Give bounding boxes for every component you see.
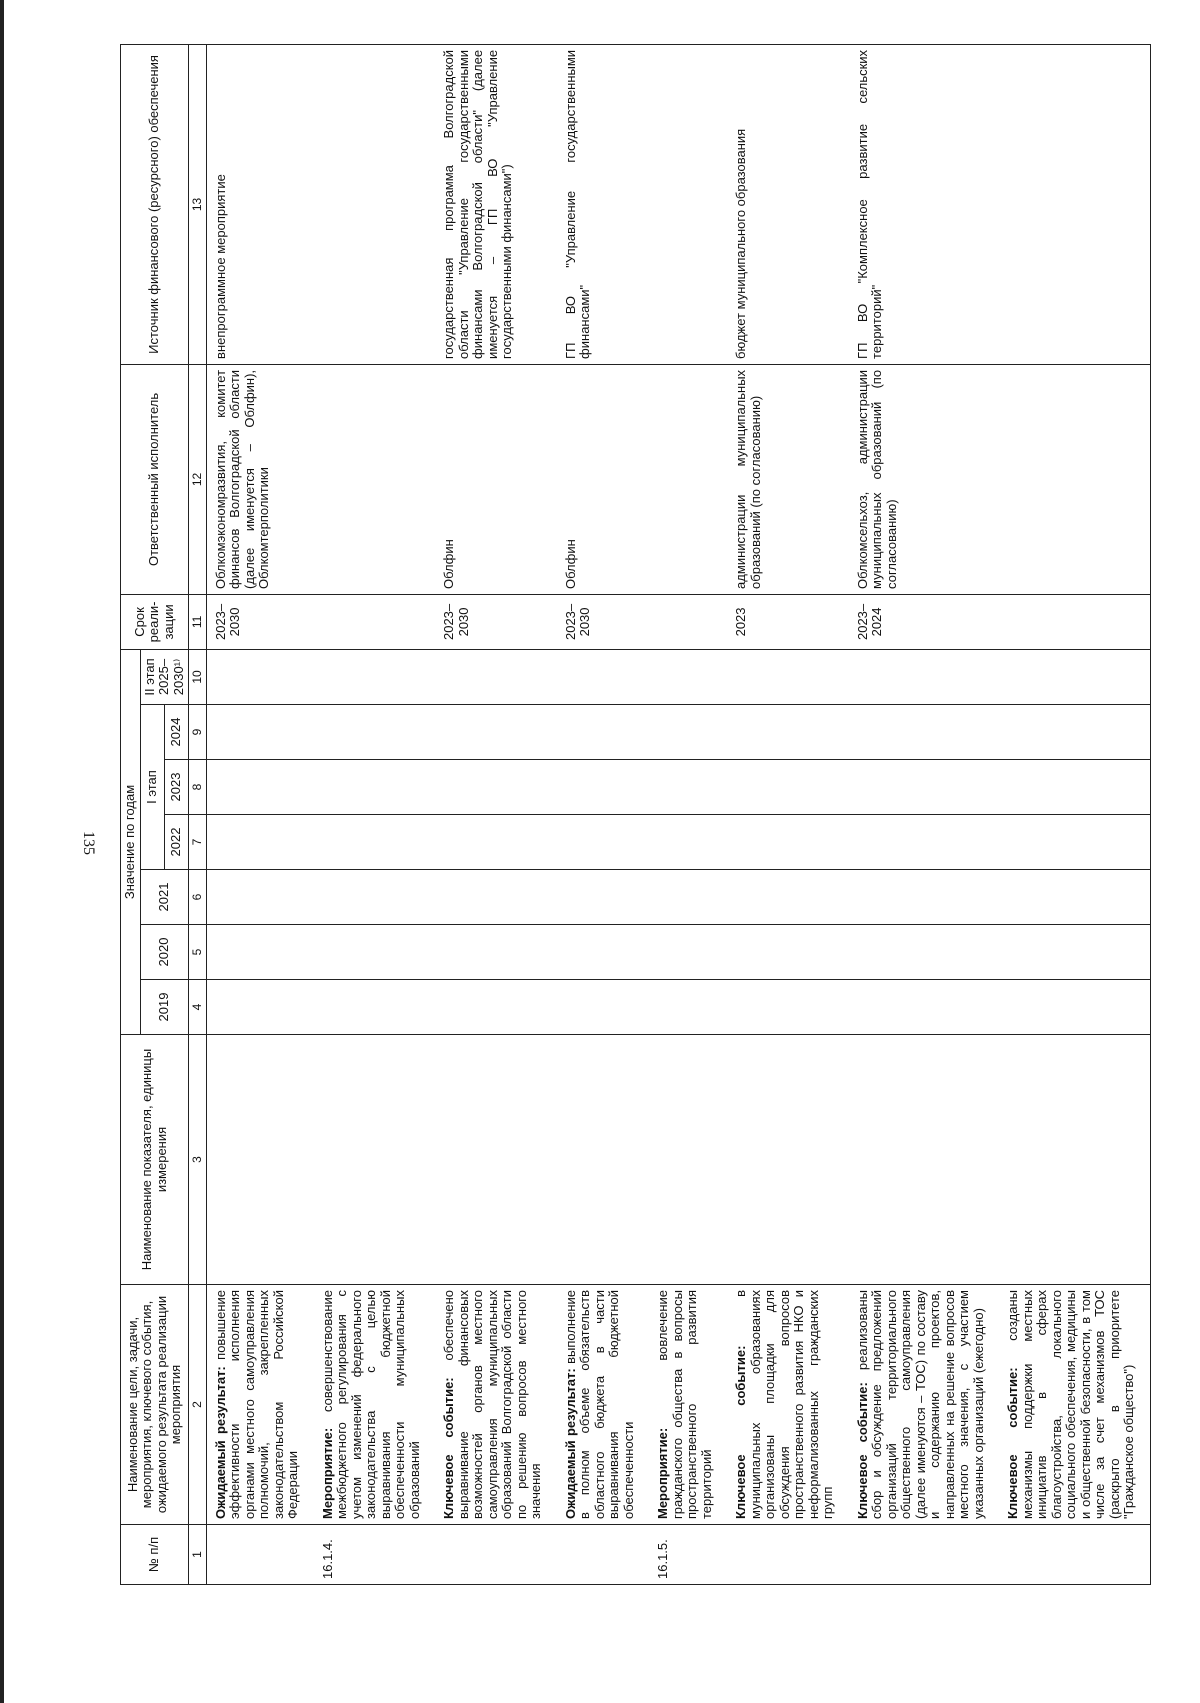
row-value-2023 [435,760,557,815]
column-number: 7 [189,815,207,870]
row-term [314,594,436,649]
row-value-2020 [557,925,650,980]
row-name [727,1285,849,1525]
row-value-2024 [206,705,314,760]
row-value-2019 [206,980,314,1035]
row-value-2021 [649,870,727,925]
row-value-2022 [557,815,650,870]
row-value-2019 [849,980,1000,1035]
row-value-2023 [649,760,727,815]
row-name [649,1285,727,1525]
row-value-2022 [314,815,436,870]
header-2021: 2021 [140,870,189,925]
row-executor: Облфин [435,364,557,594]
row-value-2019 [314,980,436,1035]
row-value-stage-2 [999,649,1150,704]
column-number: 1 [189,1525,207,1585]
row-value-stage-2 [849,649,1000,704]
page-edge [0,0,4,1703]
row-indicator [727,1035,849,1285]
row-value-2021 [849,870,1000,925]
header-2019: 2019 [140,980,189,1035]
row-source [999,44,1150,364]
row-text: повышение эффективности исполнения органами местного самоуправления полномочий, закрепленных законодательством Российской Федерации [212,1289,300,1519]
row-value-stage-2 [727,649,849,704]
row-value-2024 [649,705,727,760]
row-term: 2023–2030 [206,594,314,649]
row-value-2022 [649,815,727,870]
row-text: обеспечено выравнивание финансовых возможностей органов местного самоуправления муниципальных образований Волгоградской области по решению вопросов местного значения [441,1290,543,1519]
row-value-2021 [206,870,314,925]
header-stage-1: I этап [140,705,164,870]
table-row [557,44,650,1584]
header-values-by-year: Значение по годам [121,649,141,1034]
column-number: 8 [189,760,207,815]
row-text: выполнение в полном объеме обязательств областного бюджета в части выравнивания бюджетной обеспеченности [562,1290,636,1519]
row-indicator [649,1035,727,1285]
row-value-2021 [435,870,557,925]
column-number: 12 [189,364,207,594]
row-name [314,1285,436,1525]
row-label: Ключевое событие: [733,1345,748,1519]
row-indicator [849,1035,1000,1285]
row-term: 2023–2030 [435,594,557,649]
row-term [999,594,1150,649]
row-source [314,44,436,364]
row-number [999,1525,1150,1585]
row-term [649,594,727,649]
row-value-2021 [557,870,650,925]
row-value-2020 [849,925,1000,980]
row-number: 16.1.5. [649,1525,727,1585]
row-value-2024 [999,705,1150,760]
table-row [999,44,1150,1584]
column-number: 5 [189,925,207,980]
column-number: 9 [189,705,207,760]
row-value-2022 [849,815,1000,870]
table-row [649,44,727,1584]
row-label: Ключевое событие: [1005,1367,1020,1519]
row-value-2019 [999,980,1150,1035]
header-2023: 2023 [164,760,188,815]
table-row [849,44,1000,1584]
rotated-table-sheet [120,50,1193,1585]
page-number: 135 [80,831,97,855]
row-value-2019 [435,980,557,1035]
header-2024: 2024 [164,705,188,760]
row-text: в муниципальных образованиях организованы площадки для обсуждения вопросов пространственного развития НКО и неформализованных гражданских групп [733,1290,835,1519]
row-executor: Облкомэкономразвития, комитет финансов Волгоградской области (далее именуется – Облфин), Облкомтерполитики [206,364,314,594]
row-executor [649,364,727,594]
row-source: ГП ВО "Управление государственными финансами" [557,44,650,364]
table-row [206,44,314,1584]
column-number: 10 [189,649,207,704]
row-value-2022 [435,815,557,870]
row-name [206,1285,314,1525]
row-executor [999,364,1150,594]
row-value-2021 [999,870,1150,925]
row-value-2020 [314,925,436,980]
program-table [120,44,1151,1585]
row-value-2023 [849,760,1000,815]
row-term: 2023–2024 [849,594,1000,649]
row-indicator [999,1035,1150,1285]
header-2022: 2022 [164,815,188,870]
row-text: созданы механизмы поддержки местных инициатив в сферах благоустройства, локального социального обеспечения, медицины и общественной безопасности, в том числе за счет механизмов ТОС (раскрыто в приоритете "Гражданское общество") [1005,1289,1136,1519]
column-number: 11 [189,594,207,649]
row-source [649,44,727,364]
row-number [727,1525,849,1585]
row-text: совершенствование межбюджетного регулирования с учетом изменений федерального законодательства с целью выравнивания бюджетной обеспеченности муниципальных образований [319,1290,422,1519]
row-value-2019 [557,980,650,1035]
row-label: Ключевое событие: [854,1382,870,1519]
row-value-2022 [206,815,314,870]
row-name [999,1285,1150,1525]
row-label: Ожидаемый результат: [562,1368,578,1519]
row-value-stage-2 [314,649,436,704]
header-source: Источник финансового (ресурсного) обеспечения [121,44,189,364]
row-name [849,1285,1000,1525]
row-value-2021 [314,870,436,925]
row-source: внепрограммное мероприятие [206,44,314,364]
row-indicator [314,1035,436,1285]
row-source: ГП ВО "Комплексное развитие сельских территорий" [849,44,1000,364]
column-number: 2 [189,1285,207,1525]
table-row [727,44,849,1584]
row-value-2023 [557,760,650,815]
header-executor: Ответственный исполнитель [121,364,189,594]
row-executor: Облфин [557,364,650,594]
row-executor: администрации муниципальных образований (по согласованию) [727,364,849,594]
column-number: 3 [189,1035,207,1285]
row-value-2020 [435,925,557,980]
row-value-stage-2 [557,649,650,704]
row-text: вовлечение гражданского общества в вопросы пространственного развития территорий [655,1290,714,1519]
row-number [206,1525,314,1585]
row-executor [314,364,436,594]
column-number: 6 [189,870,207,925]
row-value-2020 [649,925,727,980]
row-value-stage-2 [649,649,727,704]
row-value-2024 [314,705,436,760]
header-name: Наименование цели, задачи, мероприятия, ключевого события, ожидаемого результата реализации мероприятия [121,1285,189,1525]
header-num: № п/п [121,1525,189,1585]
header-2020: 2020 [140,925,189,980]
row-value-2021 [727,870,849,925]
header-indicator: Наименование показателя, единицы измерения [121,1035,189,1285]
row-indicator [206,1035,314,1285]
row-value-2020 [999,925,1150,980]
row-value-2019 [727,980,849,1035]
table-row [435,44,557,1584]
row-label: Ожидаемый результат: [212,1366,228,1519]
row-indicator [435,1035,557,1285]
row-value-2022 [999,815,1150,870]
row-value-2022 [727,815,849,870]
table-row [314,44,436,1584]
row-value-2019 [649,980,727,1035]
header-stage-2: II этап 2025–2030¹⁾ [140,649,189,704]
row-value-2024 [435,705,557,760]
row-text: реализованы сбор и обсуждение предложений организаций территориального общественного самоуправления (далее именуются – ТОС) по составу и содержанию проектов, направленных на решение вопросов местного значения, с участием указанных организаций (ежегодно) [854,1290,986,1519]
row-value-stage-2 [206,649,314,704]
row-term: 2023 [727,594,849,649]
row-value-stage-2 [435,649,557,704]
row-value-2020 [206,925,314,980]
row-value-2023 [727,760,849,815]
row-value-2023 [314,760,436,815]
row-number: 16.1.4. [314,1525,436,1585]
row-number [849,1525,1000,1585]
row-value-2024 [557,705,650,760]
row-name [557,1285,650,1525]
row-name [435,1285,557,1525]
row-value-2023 [206,760,314,815]
row-value-2024 [727,705,849,760]
row-label: Мероприятие: [319,1427,335,1519]
row-source: бюджет муниципального образования [727,44,849,364]
header-term: Срок реали-зации [121,594,189,649]
row-number [435,1525,557,1585]
row-value-2024 [849,705,1000,760]
table-body [206,44,1150,1584]
column-number: 4 [189,980,207,1035]
row-term: 2023–2030 [557,594,650,649]
row-executor: Облкомсельхоз, администрации муниципальных образований (по согласованию) [849,364,1000,594]
row-number [557,1525,650,1585]
row-label: Ключевое событие: [441,1377,456,1519]
row-label: Мероприятие: [655,1427,670,1519]
row-value-2020 [727,925,849,980]
row-indicator [557,1035,650,1285]
column-number: 13 [189,44,207,364]
row-value-2023 [999,760,1150,815]
row-source: государственная программа Волгоградской области "Управление государственными финансами Волгоградской области" (далее именуется – ГП ВО "Управление государственными финансами") [435,44,557,364]
